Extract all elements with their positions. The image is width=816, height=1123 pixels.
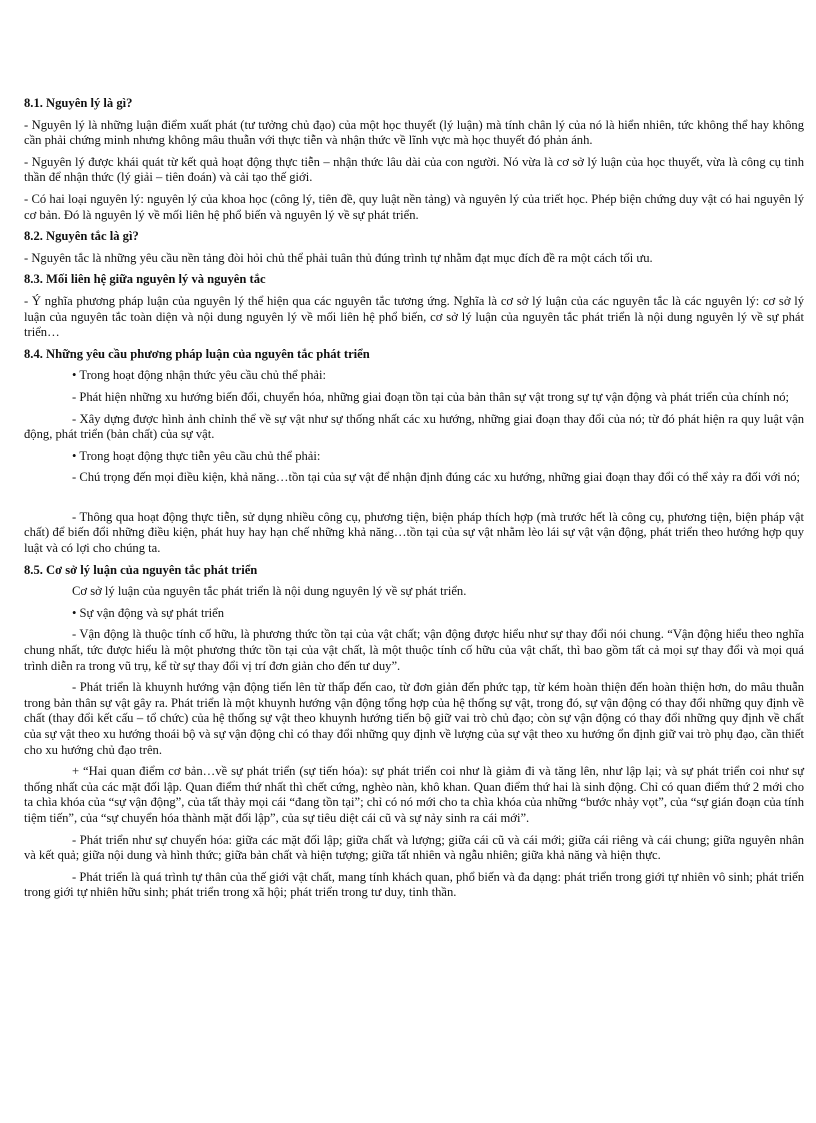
section-8-3-title: 8.3. Mối liên hệ giữa nguyên lý và nguyên tắc xyxy=(24,272,266,287)
paragraph: - Phát triển như sự chuyển hóa: giữa các mặt đối lập; giữa chất và lượng; giữa cái cũ và cái mới; giữa cái riêng và cái chung; giữa nguyên nhân và kết quả; giữa nội dung và hình thức; giữa bản chất và hiện tượng; giữa tất nhiên và ngẫu nhiên; giữa khả năng và hiện thực. xyxy=(24,832,804,863)
bullet-item: • Trong hoạt động thực tiễn yêu cầu chủ thể phải: xyxy=(72,448,321,463)
bullet-item: • Sự vận động và sự phát triển xyxy=(72,605,225,620)
section-8-2-title: 8.2. Nguyên tắc là gì? xyxy=(24,229,139,244)
paragraph: - Nguyên tắc là những yêu cầu nền tảng đòi hỏi chủ thể phải tuân thủ đúng trình tự nhằm đạt mục đích đề ra một cách tối ưu. xyxy=(24,250,653,265)
bullet-item: • Trong hoạt động nhận thức yêu cầu chủ thể phải: xyxy=(72,368,326,383)
paragraph: - Có hai loại nguyên lý: nguyên lý của khoa học (công lý, tiên đề, quy luật nền tảng) và nguyên lý của triết học. Phép biện chứng duy vật có hai nguyên lý cơ bản. Đó là nguyên lý về mối liên hệ phổ biến và nguyên lý về sự phát triển. xyxy=(24,191,804,222)
paragraph: - Nguyên lý là những luận điểm xuất phát (tư tưởng chủ đạo) của một học thuyết (lý luận) mà tính chân lý của nó là hiển nhiên, tức không thể hay không cần phải chứng minh nhưng không mâu thuẫn với thực tiễn và nhận thức về lĩnh vực mà học thuyết đó phản ánh. xyxy=(24,117,804,148)
paragraph: - Chú trọng đến mọi điều kiện, khả năng…tồn tại của sự vật để nhận định đúng các xu hướng, những giai đoạn thay đổi có thể xảy ra đối với nó; xyxy=(72,470,801,485)
paragraph: - Ý nghĩa phương pháp luận của nguyên lý thể hiện qua các nguyên tắc tương ứng. Nghĩa là cơ sở lý luận của các nguyên tắc là các nguyên lý: cơ sở lý luận của nguyên tắc toàn diện và nội dung nguyên lý về mối liên hệ phổ biến, cơ sở lý luận của nguyên tắc phát triển là nội dung nguyên lý về sự phát triển… xyxy=(24,293,804,340)
paragraph: - Phát triển là quá trình tự thân của thế giới vật chất, mang tính khách quan, phổ biến và đa dạng: phát triển trong giới tự nhiên vô sinh; phát triển trong giới tự nhiên hữu sinh; phát triển trong xã hội; phát triển trong tư duy, tinh thần. xyxy=(24,869,804,900)
paragraph: - Phát triển là khuynh hướng vận động tiến lên từ thấp đến cao, từ đơn giản đến phức tạp, từ kém hoàn thiện đến hoàn thiện hơn, do mâu thuẫn trong bản thân sự vật gây ra. Phát triển là một khuynh hướng vận động tổng hợp của hệ thống sự vật, trong đó, sự vận động có thay đổi những quy định về chất (thay đổi kết cấu – tổ chức) của hệ thống sự vật theo khuynh hướng tiến bộ giữ vai trò chủ đạo; còn sự vận động có thay đổi những quy định về chất của sự vật theo xu hướng thoái bộ và sự vận động chỉ có thay đổi những quy định về lượng của sự vật theo xu hướng ổn định giữ vai trò phụ đạo, cần thiết cho xu hướng chủ đạo trên. xyxy=(24,680,804,757)
section-8-1-title: 8.1. Nguyên lý là gì? xyxy=(24,96,133,110)
paragraph: - Vận động là thuộc tính cố hữu, là phương thức tồn tại của vật chất; vận động được hiểu như sự thay đổi nói chung. “Vận động hiểu theo nghĩa chung nhất, tức được hiểu là một phương thức tồn tại của vật chất, là một thuộc tính cố hữu của vật chất, thì bao gồm tất cả mọi sự thay đổi và mọi quá trình diễn ra trong vũ trụ, kể từ sự thay đổi vị trí đơn giản cho đến tư duy”. xyxy=(24,627,804,673)
paragraph: - Thông qua hoạt động thực tiễn, sử dụng nhiều công cụ, phương tiện, biện pháp thích hợp (mà trước hết là công cụ, phương tiện, biện pháp vật chất) để biến đổi những điều kiện, phát huy hay hạn chế những khả năng…tồn tại của sự vật nhằm lèo lái sự vật vận động, phát triển theo hướng hợp quy luật và có lợi cho chúng ta. xyxy=(24,509,804,556)
paragraph: - Nguyên lý được khái quát từ kết quả hoạt động thực tiễn – nhận thức lâu dài của con người. Nó vừa là cơ sở lý luận của học thuyết, vừa là công cụ tinh thần để nhận thức (lý giải – tiên đoán) và cải tạo thế giới. xyxy=(24,154,804,185)
document-page xyxy=(24,96,804,901)
paragraph: + “Hai quan điểm cơ bản…về sự phát triển (sự tiến hóa): sự phát triển coi như là giảm đi và tăng lên, như lập lại; và sự phát triển coi như sự thống nhất của các mặt đối lập. Quan điểm thứ nhất thì chết cứng, nghèo nàn, khô khan. Quan điểm thứ hai là sinh động. Chỉ có quan điểm thứ 2 mới cho ta chìa khóa của “sự vận động”, của tất thảy mọi cái “đang tồn tại”; chỉ có nó mới cho ta chìa khóa của những “bước nhảy vọt”, của “sự gián đoạn của tính tiệm tiến”, của “sự chuyển hóa thành mặt đối lập”, của sự tiêu diệt cái cũ và sự nảy sinh ra cái mới”. xyxy=(24,764,804,825)
paragraph: - Phát hiện những xu hướng biến đổi, chuyển hóa, những giai đoạn tồn tại của bản thân sự vật trong sự tự vận động và phát triển của chính nó; xyxy=(72,389,790,404)
section-8-4-title: 8.4. Những yêu cầu phương pháp luận của nguyên tắc phát triển xyxy=(24,346,370,361)
section-8-5-title: 8.5. Cơ sở lý luận của nguyên tắc phát triển xyxy=(24,562,258,577)
paragraph: Cơ sở lý luận của nguyên tắc phát triển là nội dung nguyên lý về sự phát triển. xyxy=(72,584,467,599)
paragraph: - Xây dựng được hình ảnh chỉnh thể về sự vật như sự thống nhất các xu hướng, những giai đoạn thay đổi của nó; từ đó phát hiện ra quy luật vận động, phát triển (bản chất) của sự vật. xyxy=(24,411,804,442)
